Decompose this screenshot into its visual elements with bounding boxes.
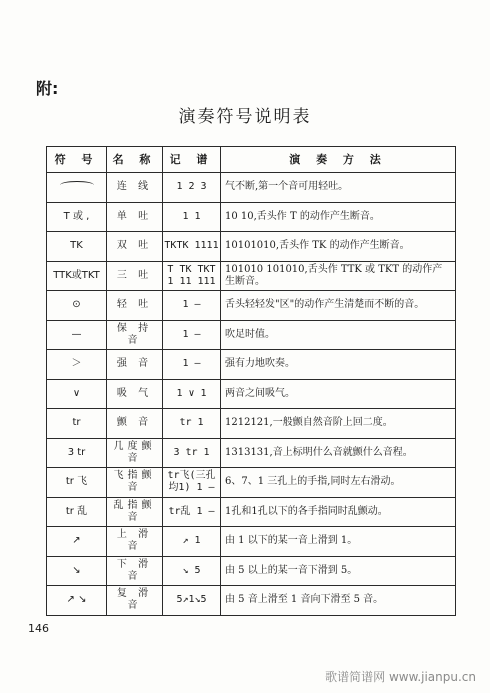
name-cell: 吸 气: [107, 379, 163, 409]
table-row: [47, 261, 456, 291]
method-cell: 吹足时值。: [221, 320, 456, 350]
notation-cell: tr 1: [163, 409, 221, 439]
symbol-cell: TTK或TKT: [47, 261, 107, 291]
name-cell: 下 滑 音: [107, 556, 163, 586]
notation-cell: TKTK 1111: [163, 232, 221, 262]
notation-cell: 1 2 3: [163, 173, 221, 203]
name-cell: 强 音: [107, 350, 163, 380]
symbol-cell: —: [47, 320, 107, 350]
method-cell: 由 5 音上滑至 1 音向下滑至 5 音。: [221, 586, 456, 616]
table-row: [47, 232, 456, 262]
notation-cell: 1 1: [163, 202, 221, 232]
name-cell: 三 吐: [107, 261, 163, 291]
method-cell: 1313131,音上标明什么音就颤什么音程。: [221, 438, 456, 468]
method-cell: 由 1 以下的某一音上滑到 1。: [221, 527, 456, 557]
notation-cell: tr飞(三孔均1) 1 —: [163, 468, 221, 498]
page-number: 146: [28, 622, 49, 635]
method-cell: 10101010,舌头作 TK 的动作产生断音。: [221, 232, 456, 262]
method-cell: 舌头轻轻发"区"的动作产生清楚而不断的音。: [221, 291, 456, 321]
name-cell: 飞指颤音: [107, 468, 163, 498]
method-cell: 101010 101010,舌头作 TTK 或 TKT 的动作产生断音。: [221, 261, 456, 291]
appendix-label: 附:: [36, 79, 59, 98]
notation-cell: 1 —: [163, 291, 221, 321]
name-cell: 连 线: [107, 173, 163, 203]
header-notation: 记 谱: [163, 147, 221, 173]
symbol-cell: tr 飞: [47, 468, 107, 498]
watermark: 歌谱简谱网 www.jianpu.cn: [325, 670, 476, 684]
symbol-cell: T 或 ,: [47, 202, 107, 232]
symbol-cell: ＞: [47, 350, 107, 380]
table-row: [47, 379, 456, 409]
table-row: [47, 173, 456, 203]
table-row: [47, 320, 456, 350]
method-cell: 两音之间吸气。: [221, 379, 456, 409]
method-cell: 由 5 以上的某一音下滑到 5。: [221, 556, 456, 586]
table-header-row: [47, 147, 456, 173]
table-body: [47, 173, 456, 616]
name-cell: 复 滑 音: [107, 586, 163, 616]
method-cell: 1孔和1孔以下的各手指同时乱颤动。: [221, 497, 456, 527]
name-cell: 颤 音: [107, 409, 163, 439]
name-cell: 单 吐: [107, 202, 163, 232]
name-cell: 双 吐: [107, 232, 163, 262]
notation-cell: 3 tr 1: [163, 438, 221, 468]
symbol-cell: ↗ ↘: [47, 586, 107, 616]
method-cell: 气不断,第一个音可用轻吐。: [221, 173, 456, 203]
symbol-cell: ⊙: [47, 291, 107, 321]
table-row: [47, 202, 456, 232]
symbol-cell: [47, 173, 107, 203]
method-cell: 1212121,一般颤自然音阶上回二度。: [221, 409, 456, 439]
table-row: [47, 350, 456, 380]
header-name: 名 称: [107, 147, 163, 173]
notation-cell: tr乱 1 —: [163, 497, 221, 527]
page-title: 演奏符号说明表: [178, 107, 312, 127]
table-row: [47, 556, 456, 586]
table-row: [47, 497, 456, 527]
header-symbol: 符 号: [47, 147, 107, 173]
method-cell: 6、7、1 三孔上的手指,同时左右滑动。: [221, 468, 456, 498]
method-cell: 10 10,舌头作 T 的动作产生断音。: [221, 202, 456, 232]
symbol-table: [46, 146, 456, 616]
symbol-cell: TK: [47, 232, 107, 262]
notation-cell: 5↗1↘5: [163, 586, 221, 616]
name-cell: 几度颤音: [107, 438, 163, 468]
name-cell: 上 滑 音: [107, 527, 163, 557]
table-row: [47, 586, 456, 616]
symbol-cell: tr: [47, 409, 107, 439]
name-cell: 乱指颤音: [107, 497, 163, 527]
notation-cell: ↗ 1: [163, 527, 221, 557]
notation-cell: 1 —: [163, 350, 221, 380]
notation-cell: ↘ 5: [163, 556, 221, 586]
table-row: [47, 468, 456, 498]
name-cell: 轻 吐: [107, 291, 163, 321]
notation-cell: T TK TKT 1 11 111: [163, 261, 221, 291]
header-method: 演 奏 方 法: [221, 147, 456, 173]
symbol-cell: tr 乱: [47, 497, 107, 527]
notation-cell: 1 ∨ 1: [163, 379, 221, 409]
symbol-cell: ↗: [47, 527, 107, 557]
symbol-cell: ∨: [47, 379, 107, 409]
name-cell: 保 持 音: [107, 320, 163, 350]
slur-icon: [60, 181, 94, 189]
symbol-cell: 3 tr: [47, 438, 107, 468]
table-row: [47, 527, 456, 557]
table-row: [47, 291, 456, 321]
table-row: [47, 438, 456, 468]
notation-cell: 1 —: [163, 320, 221, 350]
table-row: [47, 409, 456, 439]
symbol-cell: ↘: [47, 556, 107, 586]
method-cell: 强有力地吹奏。: [221, 350, 456, 380]
